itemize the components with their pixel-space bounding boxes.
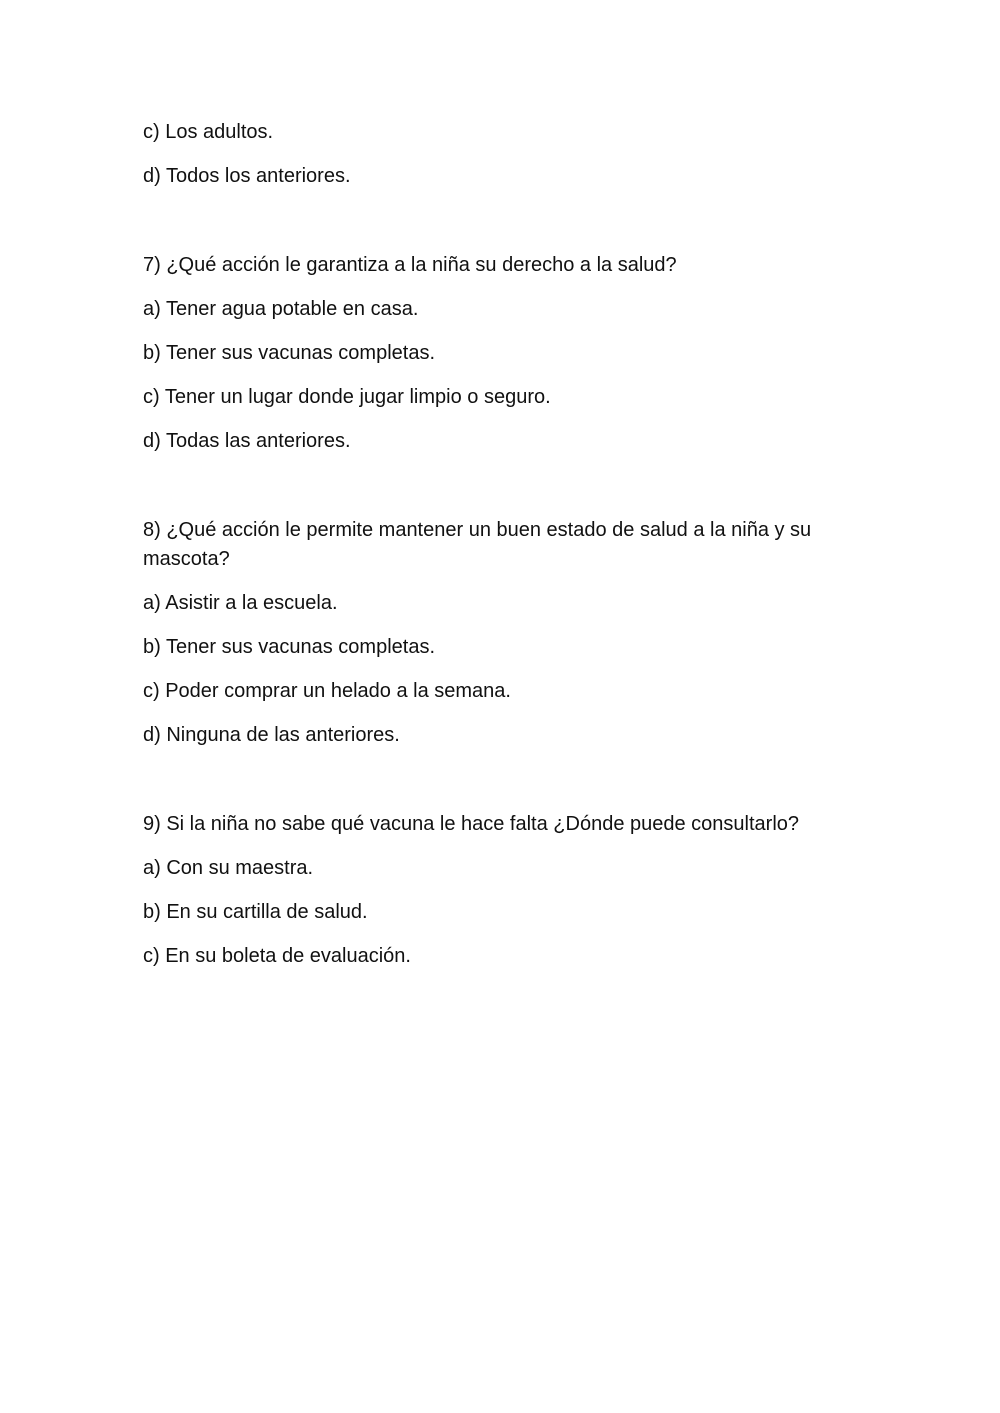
spacer — [143, 765, 873, 810]
carry-over-options — [143, 118, 873, 191]
option-a: a) Asistir a la escuela. — [143, 592, 338, 614]
option-a: a) Con su maestra. — [143, 857, 314, 879]
option-b: b) Tener sus vacunas completas. — [143, 342, 436, 364]
option-c: c) Tener un lugar donde jugar limpio o seguro. — [143, 386, 551, 408]
question-7 — [143, 251, 873, 456]
question-9 — [143, 810, 873, 971]
spacer — [143, 471, 873, 516]
question-text: 9) Si la niña no sabe qué vacuna le hace falta ¿Dónde puede consultarlo? — [143, 813, 800, 835]
worksheet-page — [143, 118, 873, 986]
option-d: d) Todos los anteriores. — [143, 165, 351, 187]
option-c: c) Poder comprar un helado a la semana. — [143, 680, 511, 702]
option-a: a) Tener agua potable en casa. — [143, 298, 419, 320]
option-c: c) Los adultos. — [143, 121, 274, 143]
question-text: 7) ¿Qué acción le garantiza a la niña su derecho a la salud? — [143, 254, 677, 276]
spacer — [143, 206, 873, 251]
question-text: 8) ¿Qué acción le permite mantener un buen estado de salud a la niña y su mascota? — [143, 519, 812, 570]
option-b: b) En su cartilla de salud. — [143, 901, 368, 923]
option-c: c) En su boleta de evaluación. — [143, 945, 411, 967]
option-b: b) Tener sus vacunas completas. — [143, 636, 436, 658]
option-d: d) Ninguna de las anteriores. — [143, 724, 400, 746]
question-8 — [143, 516, 873, 750]
option-d: d) Todas las anteriores. — [143, 430, 351, 452]
